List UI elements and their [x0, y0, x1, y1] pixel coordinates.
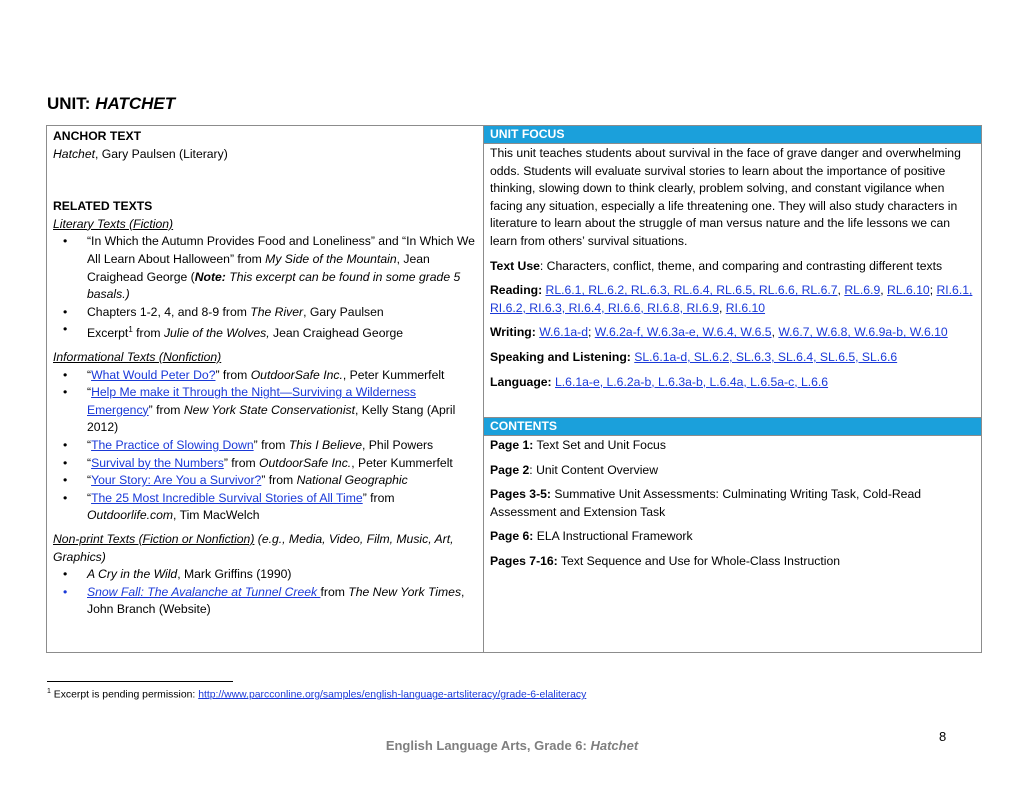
reading-link[interactable]: RI.6.1, RI.6.2, RI.6.3, RI.6.4, RI.6.6, RI.6.8, RI.6.9 — [490, 283, 973, 315]
writing-link[interactable]: W.6.1a-d — [539, 325, 588, 340]
informational-heading: Informational Texts (Nonfiction) — [53, 350, 222, 364]
list-item: • A Cry in the Wild, Mark Griffins (1990) — [87, 566, 477, 584]
language-link[interactable]: L.6.1a-e, L.6.2a-b, L.6.3a-b, L.6.4a, L.6.5a-c, L.6.6 — [555, 374, 829, 389]
contents-item: Page 2: Unit Content Overview — [490, 462, 658, 477]
reading-link[interactable]: RL.6.10 — [887, 283, 930, 298]
contents-item: Page 1: Text Set and Unit Focus — [490, 438, 666, 452]
reading-standards: Reading: RL.6.1, RL.6.2, RL.6.3, RL.6.4, RL.6.5, RL.6.6, RL.6.7, RL.6.9, RL.6.10; RI.6.1, RI.6.2, RI.6.3, RI.6.4, RI.6.6, RI.6.8, RI.6.9, RI.6.10 — [490, 283, 973, 315]
unit-title — [47, 94, 175, 114]
unit-focus-cell — [484, 144, 982, 418]
literary-list — [53, 233, 477, 343]
list-item: • “The 25 Most Incredible Survival Stories of All Time” from Outdoorlife.com, Tim MacWelch — [87, 490, 477, 525]
list-item: • “Your Story: Are You a Survivor?” from National Geographic — [87, 472, 477, 490]
unit-name: HATCHET — [95, 94, 176, 113]
contents-item: Page 6: ELA Instructional Framework — [490, 529, 693, 544]
link-survival-by-numbers[interactable]: Survival by the Numbers — [91, 455, 224, 470]
footnote: $^1$ Excerpt is pending permission: http://www.parcconline.org/samples/english-language-artsliteracy/grade-6-elaliteracy — [47, 688, 587, 701]
link-snow-fall[interactable]: Snow Fall: The Avalanche at Tunnel Creek — [87, 584, 321, 599]
list-item: • Snow Fall: The Avalanche at Tunnel Creek from The New York Times, John Branch (Website) — [87, 584, 477, 619]
language-standards: Language: L.6.1a-e, L.6.2a-b, L.6.3a-b, L.6.4a, L.6.5a-c, L.6.6 — [490, 374, 829, 389]
contents-item: Pages 7-16: Text Sequence and Use for Whole-Class Instruction — [490, 553, 841, 568]
list-item: • “In Which the Autumn Provides Food and Loneliness” and “In Which We All Learn About Halloween” from My Side of the Mountain, Jean Craighead George (Note: This excerpt can be found in some grade 5 basals.) — [87, 233, 477, 303]
speaking-link[interactable]: SL.6.1a-d, SL.6.2, SL.6.3, SL.6.4, SL.6.5, SL.6.6 — [634, 349, 898, 364]
list-item: • “Survival by the Numbers” from OutdoorSafe Inc., Peter Kummerfelt — [87, 455, 477, 473]
texts-cell — [47, 126, 484, 653]
link-25-survival-stories[interactable]: The 25 Most Incredible Survival Stories of All Time — [91, 490, 363, 505]
link-help-me-make-it[interactable]: Help Me make it Through the Night—Surviving a Wilderness Emergency — [87, 385, 416, 417]
list-item: • “Help Me make it Through the Night—Surviving a Wilderness Emergency” from New York State Conservationist, Kelly Stang (April 2012) — [87, 384, 477, 437]
link-your-story[interactable]: Your Story: Are You a Survivor? — [91, 473, 262, 488]
reading-link[interactable]: RL.6.9 — [844, 283, 881, 298]
unit-focus-header: UNIT FOCUS — [484, 126, 982, 144]
link-practice-of-slowing-down[interactable]: The Practice of Slowing Down — [91, 437, 254, 452]
speaking-standards: Speaking and Listening: SL.6.1a-d, SL.6.2, SL.6.3, SL.6.4, SL.6.5, SL.6.6 — [490, 349, 898, 364]
text-use: Text Use: Characters, conflict, theme, and comparing and contrasting different texts — [490, 258, 943, 273]
nonprint-heading: Non-print Texts (Fiction or Nonfiction) (e.g., Media, Video, Film, Music, Art, Graphics) — [53, 531, 454, 564]
nonprint-list — [53, 566, 477, 619]
reading-link[interactable]: RL.6.1, RL.6.2, RL.6.3, RL.6.4, RL.6.5, RL.6.6, RL.6.7 — [545, 283, 838, 298]
anchor-text: Hatchet, Gary Paulsen (Literary) — [53, 146, 228, 161]
writing-link[interactable]: W.6.2a-f, W.6.3a-e, W.6.4, W.6.5 — [594, 325, 772, 340]
list-item: • “The Practice of Slowing Down” from This I Believe, Phil Powers — [87, 437, 477, 455]
footnote-link[interactable]: http://www.parcconline.org/samples/english-language-artsliteracy/grade-6-elaliteracy — [198, 689, 587, 701]
related-heading: RELATED TEXTS — [53, 199, 153, 214]
unit-focus-description: This unit teaches students about survival in the face of grave danger and overwhelming odds. Students will evaluate survival stories to learn about the importance of positive thinking, slowing down to think clearly, problem solving, and constant vigilance when facing any situation, especially a life threatening one. They will also study characters in literature to learn about the struggle of man versus nature and the life lessons we can learn from others’ survival situations. — [490, 146, 961, 248]
reading-link[interactable]: RI.6.10 — [725, 300, 766, 315]
contents-cell — [484, 418, 982, 653]
unit-label: UNIT: — [47, 94, 91, 113]
page-number: 8 — [939, 729, 947, 744]
link-what-would-peter-do[interactable]: What Would Peter Do? — [91, 367, 216, 382]
list-item: • Chapters 1-2, 4, and 8-9 from The River, Gary Paulsen — [87, 304, 477, 322]
anchor-heading: ANCHOR TEXT — [53, 129, 142, 143]
list-item: • “What Would Peter Do?” from OutdoorSafe Inc., Peter Kummerfelt — [87, 367, 477, 385]
unit-overview-table — [46, 125, 982, 653]
literary-heading: Literary Texts (Fiction) — [53, 216, 174, 231]
contents-header: CONTENTS — [484, 418, 981, 436]
informational-list — [53, 367, 477, 525]
footnote-rule — [47, 681, 233, 682]
writing-standards: Writing: W.6.1a-d; W.6.2a-f, W.6.3a-e, W.6.4, W.6.5, W.6.7, W.6.8, W.6.9a-b, W.6.10 — [490, 325, 948, 340]
list-item: • Excerpt$^1$ from Julie of the Wolves, Jean Craighead George — [87, 321, 477, 343]
page-footer: English Language Arts, Grade 6: Hatchet — [385, 738, 639, 753]
writing-link[interactable]: W.6.7, W.6.8, W.6.9a-b, W.6.10 — [778, 325, 948, 340]
contents-item: Pages 3-5: Summative Unit Assessments: Culminating Writing Task, Cold-Read Assessment and Extension Task — [490, 487, 922, 519]
